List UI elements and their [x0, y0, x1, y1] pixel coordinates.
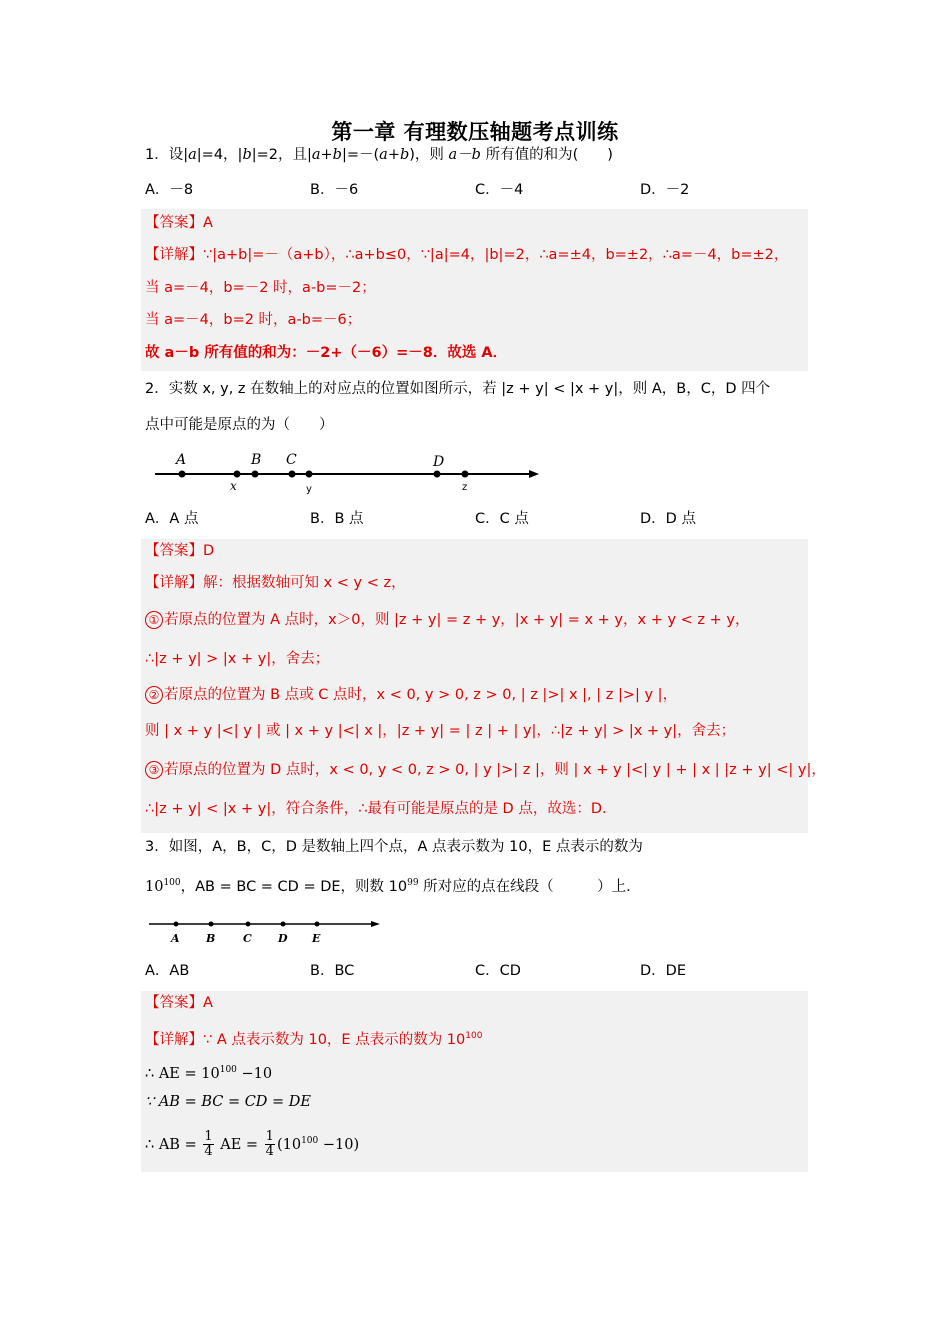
label-y: y	[306, 484, 312, 495]
q1-option-c[interactable]: C．－4	[475, 182, 524, 198]
q2-option-a[interactable]: A．A 点	[145, 511, 199, 527]
q3-text: ，AB = BC = CD = DE，则数 10	[180, 878, 408, 895]
q3-text: 所对应的点在线段（ ）上．	[418, 878, 641, 895]
detail-line	[145, 1025, 482, 1051]
q3-text: 10	[145, 878, 164, 895]
q3-sup: 99	[407, 878, 419, 888]
fraction-denominator: 4	[204, 1144, 213, 1160]
fraction-one-quarter	[265, 1130, 275, 1159]
label-d: D	[433, 454, 445, 470]
label-z: z	[462, 482, 468, 493]
question-number: 1．	[145, 147, 169, 163]
axis-arrow	[371, 921, 380, 927]
detail-text: AE =	[215, 1136, 263, 1153]
circled-number-3: ③	[145, 761, 163, 779]
detail-line	[145, 684, 677, 706]
q1-option-d[interactable]: D．－2	[640, 182, 690, 198]
detail-text: −10	[236, 1065, 273, 1082]
label-d: D	[278, 932, 288, 945]
detail-text: −10)	[318, 1136, 360, 1153]
point-a	[179, 471, 186, 478]
question-3-line-2	[145, 872, 641, 898]
detail-sup: 100	[219, 1065, 237, 1075]
answer-label: 【答案】D	[145, 543, 215, 559]
detail-text: 【详解】∵	[145, 1031, 217, 1048]
detail-line: ∴|z + y| < |x + y|，符合条件，∴最有可能是原点的是 D 点，故选：D．	[145, 801, 617, 817]
detail-sup: 100	[301, 1136, 319, 1146]
question-2-line-2: 点中可能是原点的为（ ）	[145, 417, 334, 433]
circled-number-1: ①	[145, 611, 163, 629]
label-e: E	[312, 932, 321, 945]
detail-line	[145, 759, 826, 781]
circled-number-2: ②	[145, 686, 163, 704]
point-c	[289, 471, 296, 478]
detail-line: ∵ AB = BC = CD = DE	[145, 1094, 312, 1110]
detail-text: ∴ AB =	[145, 1136, 202, 1153]
detail-line: ∴|z + y| > |x + y|，舍去；	[145, 651, 330, 667]
fraction-numerator: 1	[204, 1129, 213, 1145]
q2-option-b[interactable]: B．B 点	[310, 511, 364, 527]
q1-text: |=4，|	[196, 147, 243, 163]
q3-option-d[interactable]: D．DE	[640, 963, 686, 979]
fraction-one-quarter	[203, 1130, 213, 1159]
point-a	[174, 922, 179, 927]
point-d	[434, 471, 441, 478]
point-b	[252, 471, 259, 478]
q3-sup: 100	[163, 878, 181, 888]
q1-text: |=－(	[341, 147, 380, 163]
detail-line: 【详解】解：根据数轴可知 x < y < z，	[145, 575, 406, 591]
detail-line	[145, 1121, 359, 1165]
answer-box-1	[141, 209, 808, 371]
detail-line	[145, 1059, 272, 1085]
point-d	[281, 922, 286, 927]
q1-var-a: a	[188, 147, 197, 163]
fraction-numerator: 1	[265, 1129, 274, 1145]
q1-option-a[interactable]: A．－8	[145, 182, 194, 198]
detail-line: 当 a=－4，b=2 时，a-b=－6；	[145, 312, 362, 328]
question-3-line-1: 3．如图，A，B，C，D 是数轴上四个点，A 点表示数为 10，E 点表示的数为	[145, 839, 643, 855]
detail-text: 若原点的位置为 B 点或 C 点时，x < 0, y > 0, z > 0, | z |>| x |, | z |>| y |，	[164, 687, 678, 703]
label-x: x	[230, 479, 237, 493]
label-a: A	[171, 932, 180, 945]
page-title: 第一章 有理数压轴题考点训练	[331, 120, 619, 144]
detail-line: 当 a=－4，b=－2 时，a-b=－2；	[145, 280, 376, 296]
q1-expr: a+b	[311, 147, 342, 163]
fraction-denominator: 4	[265, 1144, 274, 1160]
q2-option-d[interactable]: D．D 点	[640, 511, 696, 527]
q1-option-b[interactable]: B．－6	[310, 182, 359, 198]
label-a: A	[176, 452, 187, 468]
q3-option-b[interactable]: B．BC	[310, 963, 355, 979]
axis-arrow	[529, 470, 539, 478]
detail-text: ∴ AE = 10	[145, 1065, 220, 1082]
label-c: C	[286, 452, 297, 468]
detail-sup: 100	[465, 1031, 483, 1041]
q1-var-b: b	[242, 147, 252, 163]
point-b	[209, 922, 214, 927]
label-b: B	[206, 932, 216, 945]
number-line-figure-3	[145, 914, 390, 948]
q1-text: 设|	[168, 147, 189, 163]
detail-line: 故 a－b 所有值的和为：－2+（－6）=－8．故选 A．	[145, 345, 508, 361]
q1-expr: a+b	[379, 147, 410, 163]
q3-option-a[interactable]: A．AB	[145, 963, 190, 979]
answer-box-3	[141, 991, 808, 1172]
q1-text: |=2，且|	[251, 147, 312, 163]
point-y	[306, 471, 313, 478]
q1-text: 所有值的和为( )	[480, 147, 613, 163]
point-x	[234, 471, 241, 478]
detail-line: 则 | x + y |<| y | 或 | x + y |<| x |，|z + y| = | z | + | y|，∴|z + y| > |x + y|，舍去；	[145, 723, 736, 739]
q1-expr: a－b	[448, 147, 481, 163]
answer-box-2	[141, 539, 826, 833]
detail-text: 若原点的位置为 A 点时，x＞0，则 |z + y| = z + y，|x + y| = x + y，x + y < z + y，	[164, 612, 750, 628]
question-1	[145, 144, 613, 166]
q2-option-c[interactable]: C．C 点	[475, 511, 529, 527]
question-2-line-1: 2．实数 x, y, z 在数轴上的对应点的位置如图所示，若 |z + y| < |x + y|，则 A，B，C，D 四个	[145, 381, 771, 397]
answer-label: 【答案】A	[145, 215, 213, 231]
label-b: B	[251, 452, 262, 468]
point-z	[462, 471, 469, 478]
answer-label: 【答案】A	[145, 995, 213, 1011]
detail-line	[145, 609, 749, 631]
point-e	[315, 922, 320, 927]
detail-text: (10	[276, 1136, 302, 1153]
q3-option-c[interactable]: C．CD	[475, 963, 521, 979]
number-line-figure-2	[145, 446, 545, 496]
detail-text: A 点表示数为 10，E 点表示的数为 10	[216, 1031, 466, 1048]
q1-text: )，则	[409, 147, 449, 163]
detail-text: 若原点的位置为 D 点时，x < 0, y < 0, z > 0, | y |>| z |，则 | x + y |<| y | + | x | |z + y| <| y|，	[164, 762, 826, 778]
point-c	[246, 922, 251, 927]
label-c: C	[243, 932, 252, 945]
detail-line: 【详解】∵|a+b|=－（a+b），∴a+b≤0，∵|a|=4，|b|=2，∴a=±4，b=±2，∴a=－4，b=±2，	[145, 247, 789, 263]
